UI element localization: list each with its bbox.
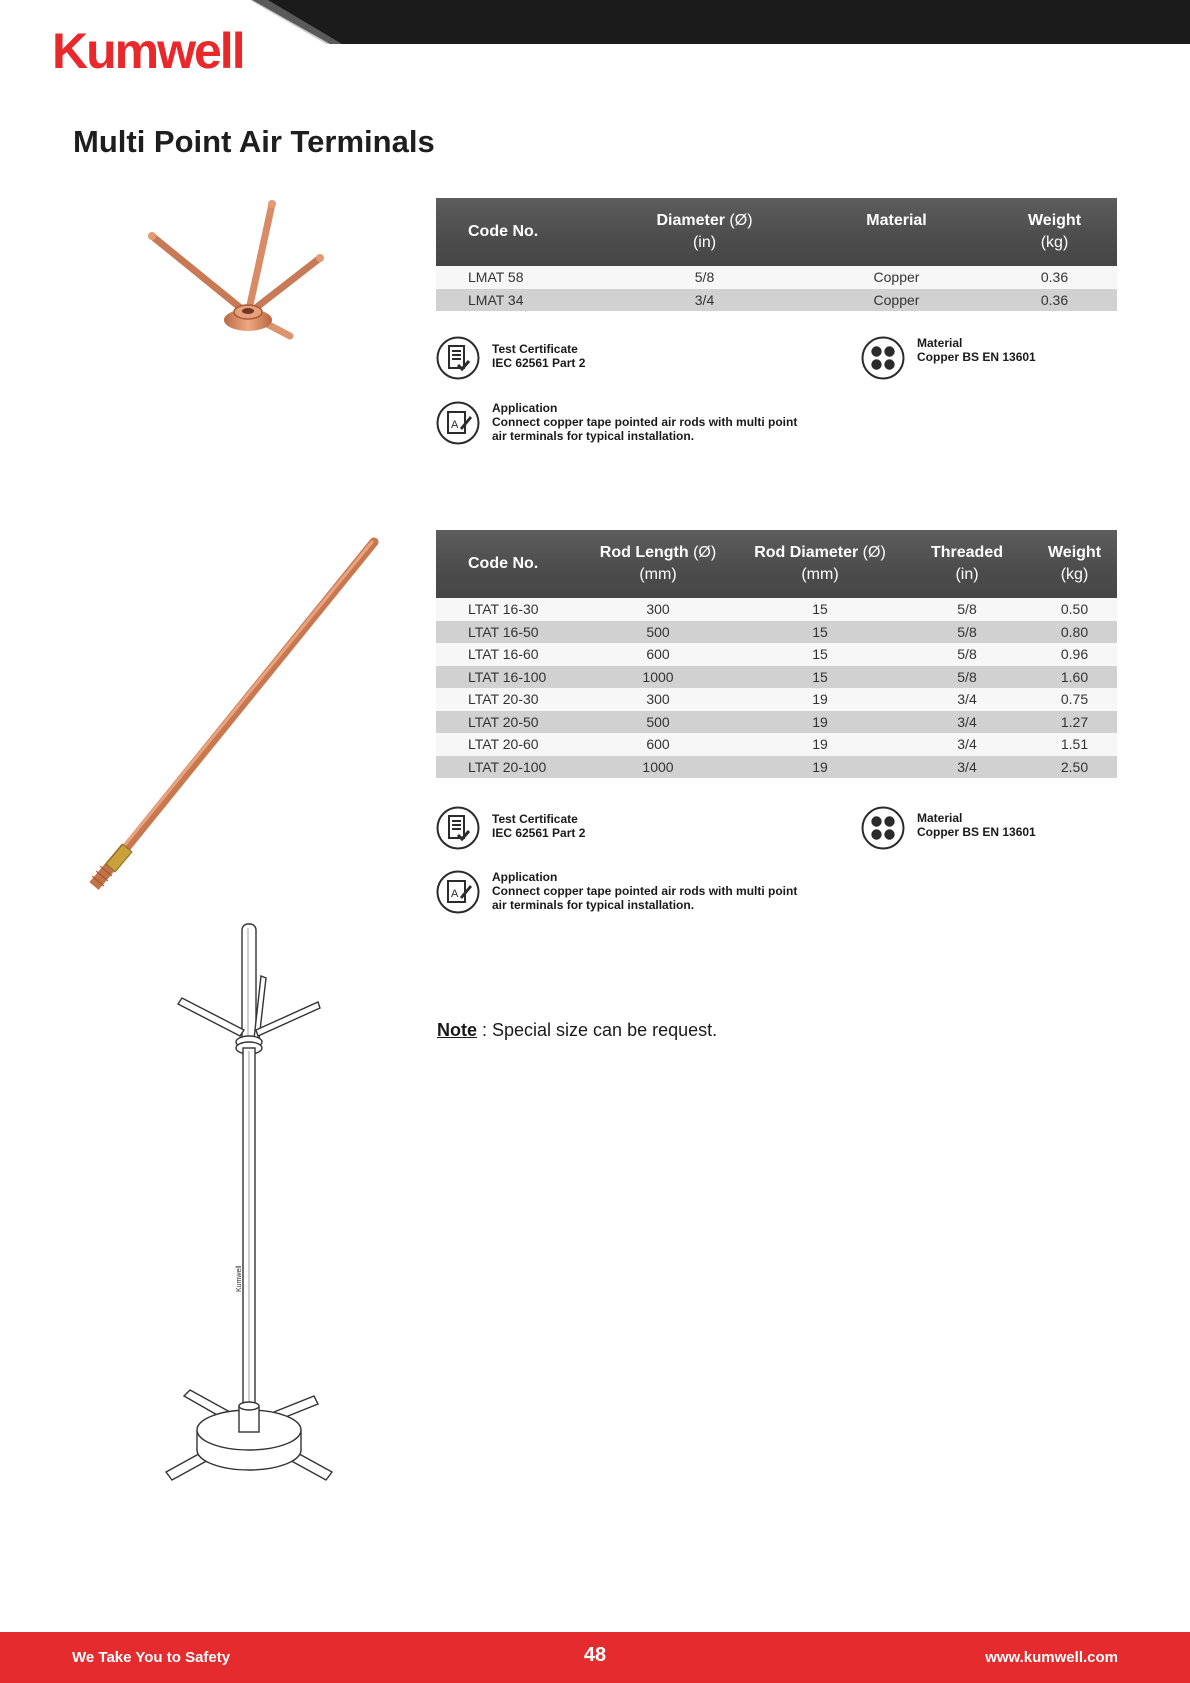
table-row bbox=[436, 688, 1117, 711]
table-cell: 15 bbox=[812, 623, 828, 640]
table-cell: 5/8 bbox=[957, 601, 977, 618]
table-row bbox=[436, 733, 1117, 756]
table-cell: 15 bbox=[812, 646, 828, 663]
table-cell: 3/4 bbox=[957, 736, 977, 753]
table-header-row bbox=[436, 198, 1117, 266]
table-cell: 300 bbox=[646, 691, 670, 708]
table-cell: 300 bbox=[646, 601, 670, 618]
application-label: Application bbox=[492, 401, 558, 415]
application-text-line1: Connect copper tape pointed air rods with multi point bbox=[492, 884, 798, 898]
table-cell: Copper bbox=[873, 269, 920, 286]
table-row bbox=[436, 266, 1117, 289]
column-header: Weight (kg) bbox=[1047, 544, 1102, 583]
table-cell: 500 bbox=[646, 623, 670, 640]
table-cell: LTAT 16-100 bbox=[468, 668, 547, 685]
drawing-brand-mark: Kumwell bbox=[236, 1265, 243, 1292]
table-cell: 0.96 bbox=[1060, 646, 1089, 663]
table-row bbox=[436, 598, 1117, 621]
ltat-spec-table bbox=[436, 530, 1117, 778]
column-header: Rod Diameter (Ø) (mm) bbox=[754, 544, 886, 583]
page-number: 48 bbox=[583, 1644, 607, 1666]
note-label: Note bbox=[437, 1020, 477, 1040]
note bbox=[437, 1020, 717, 1041]
certificate-icon bbox=[436, 336, 480, 380]
table-header-row bbox=[436, 530, 1117, 598]
table-cell: 1000 bbox=[642, 668, 674, 685]
table-cell: 5/8 bbox=[957, 668, 977, 685]
table-cell: LTAT 20-30 bbox=[468, 691, 539, 708]
note-text: : Special size can be request. bbox=[477, 1020, 718, 1040]
table-cell: 1.51 bbox=[1060, 736, 1089, 753]
application-icon bbox=[436, 401, 480, 445]
table-cell: 19 bbox=[812, 758, 828, 775]
test-certificate-block bbox=[436, 806, 585, 850]
table-cell: LTAT 20-100 bbox=[468, 758, 547, 775]
footer-bar bbox=[0, 1632, 1190, 1683]
test-certificate-value: IEC 62561 Part 2 bbox=[492, 356, 586, 370]
column-header: Rod Length (Ø) (mm) bbox=[599, 544, 717, 583]
table-cell: LMAT 34 bbox=[468, 291, 524, 308]
table-cell: 0.36 bbox=[1040, 291, 1069, 308]
table-cell: 15 bbox=[812, 601, 828, 618]
material-label: Material bbox=[917, 811, 963, 825]
table-cell: 19 bbox=[812, 691, 828, 708]
table-cell: LTAT 20-60 bbox=[468, 736, 539, 753]
table-cell: 600 bbox=[646, 736, 670, 753]
table-cell: 500 bbox=[646, 713, 670, 730]
test-certificate-label: Test Certificate bbox=[492, 812, 578, 826]
table-row bbox=[436, 666, 1117, 689]
table-cell: LTAT 16-60 bbox=[468, 646, 539, 663]
table-cell: 0.80 bbox=[1060, 623, 1089, 640]
material-label: Material bbox=[917, 336, 963, 350]
column-header: Weight (kg) bbox=[1027, 212, 1082, 251]
table-cell: 3/4 bbox=[957, 691, 977, 708]
column-header: Code No. bbox=[468, 223, 539, 240]
table-cell: LTAT 16-50 bbox=[468, 623, 539, 640]
table-row bbox=[436, 289, 1117, 312]
certificate-icon bbox=[436, 806, 480, 850]
table-cell: 1000 bbox=[642, 758, 674, 775]
test-certificate-label: Test Certificate bbox=[492, 342, 578, 356]
table-cell: LTAT 20-50 bbox=[468, 713, 539, 730]
table-row bbox=[436, 756, 1117, 779]
brand-logo: Kumwell bbox=[52, 23, 244, 79]
copper-air-rod-image bbox=[86, 536, 386, 896]
multi-point-terminal-image bbox=[140, 196, 340, 356]
table-cell: 2.50 bbox=[1060, 758, 1089, 775]
application-text-line2: air terminals for typical installation. bbox=[492, 898, 695, 912]
column-header: Material bbox=[866, 212, 927, 229]
application-text-line1: Connect copper tape pointed air rods with multi point bbox=[492, 415, 798, 429]
table-cell: Copper bbox=[873, 291, 920, 308]
table-cell: 15 bbox=[812, 668, 828, 685]
installation-drawing bbox=[160, 916, 340, 1496]
application-block bbox=[436, 401, 797, 445]
table-cell: LMAT 58 bbox=[468, 269, 524, 286]
application-label: Application bbox=[492, 870, 558, 884]
svg-text:A: A bbox=[451, 888, 459, 900]
application-block bbox=[436, 870, 797, 914]
table-cell: 19 bbox=[812, 736, 828, 753]
table-cell: 3/4 bbox=[957, 758, 977, 775]
application-text-line2: air terminals for typical installation. bbox=[492, 429, 695, 443]
table-cell: 1.60 bbox=[1060, 668, 1089, 685]
test-certificate-block bbox=[436, 336, 585, 380]
material-icon bbox=[861, 806, 905, 850]
table-cell: 3/4 bbox=[957, 713, 977, 730]
table-cell: 5/8 bbox=[957, 623, 977, 640]
column-header: Code No. bbox=[468, 555, 539, 572]
material-value: Copper BS EN 13601 bbox=[917, 825, 1036, 839]
table-cell: 0.75 bbox=[1060, 691, 1089, 708]
footer-website-link[interactable]: www.kumwell.com bbox=[985, 1649, 1118, 1666]
column-header: Diameter (Ø) (in) bbox=[656, 212, 753, 251]
material-icon bbox=[861, 336, 905, 380]
table-cell: LTAT 16-30 bbox=[468, 601, 539, 618]
table-cell: 19 bbox=[812, 713, 828, 730]
table-cell: 5/8 bbox=[694, 269, 715, 286]
material-block bbox=[861, 336, 1036, 380]
table-row bbox=[436, 643, 1117, 666]
material-value: Copper BS EN 13601 bbox=[917, 350, 1036, 364]
table-cell: 0.50 bbox=[1060, 601, 1089, 618]
table-cell: 5/8 bbox=[957, 646, 977, 663]
table-cell: 3/4 bbox=[694, 291, 715, 308]
lmat-spec-table bbox=[436, 198, 1117, 311]
test-certificate-value: IEC 62561 Part 2 bbox=[492, 826, 586, 840]
table-cell: 0.36 bbox=[1040, 269, 1069, 286]
table-cell: 1.27 bbox=[1060, 713, 1089, 730]
footer-slogan: We Take You to Safety bbox=[72, 1649, 231, 1666]
table-row bbox=[436, 621, 1117, 644]
table-row bbox=[436, 711, 1117, 734]
svg-text:A: A bbox=[451, 419, 459, 431]
application-icon bbox=[436, 870, 480, 914]
page-title: Multi Point Air Terminals bbox=[73, 124, 435, 159]
material-block bbox=[861, 806, 1036, 850]
column-header: Threaded (in) bbox=[930, 544, 1003, 583]
table-cell: 600 bbox=[646, 646, 670, 663]
